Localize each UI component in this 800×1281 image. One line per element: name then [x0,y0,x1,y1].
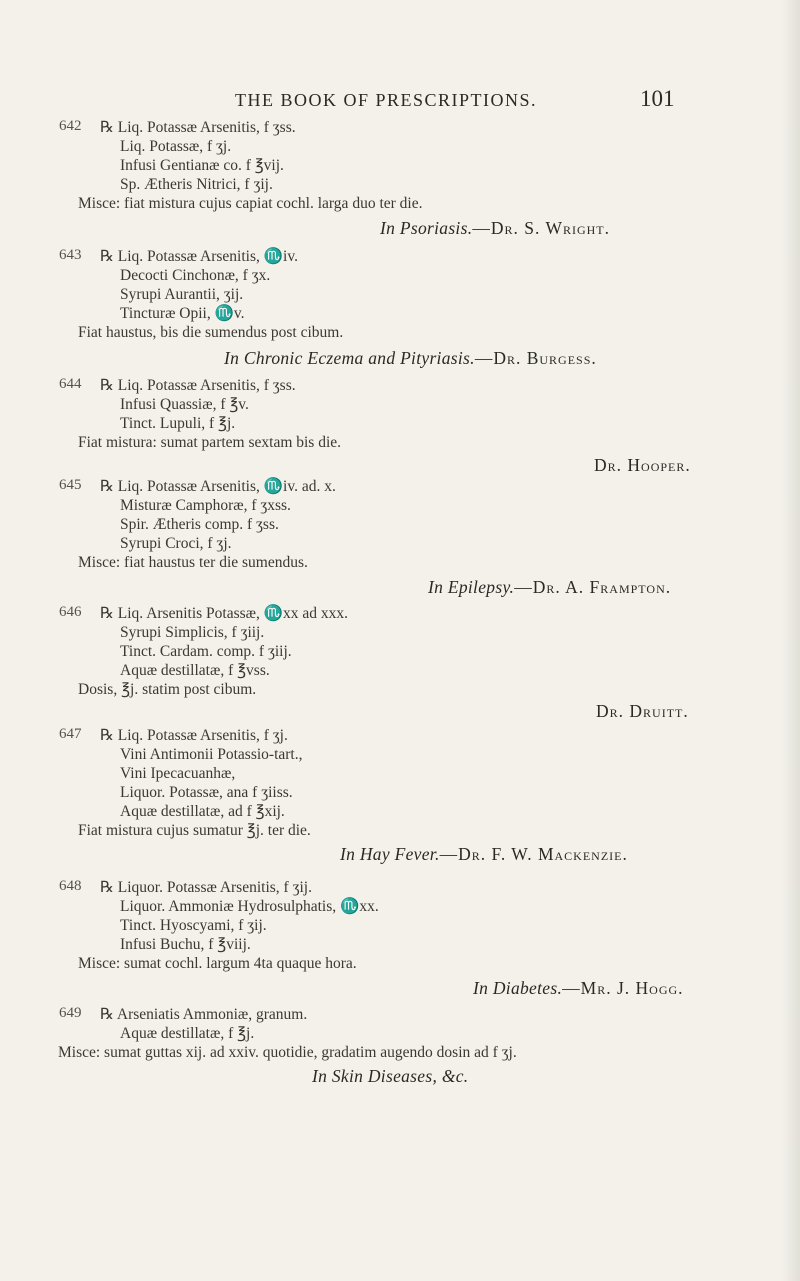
directions-line: Misce: fiat mistura cujus capiat cochl. larga duo ter die. [78,195,423,212]
attribution [312,1066,468,1087]
ingredient-line: Liquor. Potassæ, ana f ʒiiss. [120,784,293,801]
running-header [0,86,800,116]
ingredient-line: Tincturæ Opii, ♏v. [120,305,245,322]
attribution-disease: In Chronic Eczema and Pityriasis. [224,348,475,368]
prescription-number: 644 [59,376,82,392]
running-title: THE BOOK OF PRESCRIPTIONS. [235,90,538,110]
ingredient-line: ℞ Liq. Potassæ Arsenitis, f ʒj. [100,727,288,744]
attribution [428,577,671,598]
ingredient-line: Tinct. Hyoscyami, f ʒij. [120,917,267,934]
ingredient-line: Sp. Ætheris Nitrici, f ʒij. [120,176,273,193]
attribution-author: —Dr. Burgess. [474,348,597,368]
attribution-author: —Dr. A. Frampton. [514,577,672,597]
attribution-author: Dr. Druitt. [596,701,689,721]
attribution-author: —Dr. S. Wright. [472,218,611,238]
prescription-number: 647 [59,726,82,742]
attribution-author: —Mr. J. Hogg. [562,978,684,998]
directions-line: Dosis, ℥j. statim post cibum. [78,681,257,698]
ingredient-line: Misturæ Camphoræ, f ʒxss. [120,497,291,514]
ingredient-line: Syrupi Croci, f ʒj. [120,535,232,552]
ingredient-line: ℞ Liq. Potassæ Arsenitis, ♏iv. [100,248,298,265]
attribution-disease: In Psoriasis. [380,218,473,238]
ingredient-line: ℞ Arseniatis Ammoniæ, granum. [100,1006,308,1023]
ingredient-line: Infusi Buchu, f ℥viij. [120,936,251,953]
attribution-disease: In Hay Fever. [340,844,440,864]
attribution [340,844,628,865]
directions-line: Misce: sumat cochl. largum 4ta quaque hora. [78,955,357,972]
ingredient-line: Liq. Potassæ, f ʒj. [120,138,232,155]
ingredient-line: Aquæ destillatæ, f ℥vss. [120,662,270,679]
ingredient-line: Infusi Gentianæ co. f ℥vij. [120,157,284,174]
page-edge-shadow [782,0,800,1281]
ingredient-line: Aquæ destillatæ, f ℥j. [120,1025,255,1042]
ingredient-line: Liquor. Ammoniæ Hydrosulphatis, ♏xx. [120,898,379,915]
directions-line: Misce: fiat haustus ter die sumendus. [78,554,308,571]
ingredient-line: Vini Ipecacuanhæ, [120,765,236,782]
ingredient-line: ℞ Liq. Arsenitis Potassæ, ♏xx ad xxx. [100,605,349,622]
ingredient-line: ℞ Liq. Potassæ Arsenitis, ♏iv. ad. x. [100,478,336,495]
prescription-number: 645 [59,477,82,493]
attribution [594,455,691,476]
attribution-disease: In Skin Diseases, &c. [312,1066,469,1086]
attribution [473,978,684,999]
page-number: 101 [640,86,675,111]
prescription-number: 649 [59,1005,82,1021]
ingredient-line: Infusi Quassiæ, f ℥v. [120,396,249,413]
attribution-disease: In Diabetes. [473,978,563,998]
ingredient-line: Spir. Ætheris comp. f ʒss. [120,516,279,533]
directions-line: Misce: sumat guttas xij. ad xxiv. quotidie, gradatim augendo dosin ad f ʒj. [58,1044,517,1061]
attribution [380,218,610,239]
ingredient-line: Decocti Cinchonæ, f ʒx. [120,267,271,284]
directions-line: Fiat mistura cujus sumatur ℥j. ter die. [78,822,311,839]
prescription-number: 648 [59,878,82,894]
directions-line: Fiat haustus, bis die sumendus post cibum. [78,324,344,341]
prescription-number: 646 [59,604,82,620]
attribution [596,701,689,722]
prescription-number: 642 [59,118,82,134]
ingredient-line: Tinct. Lupuli, f ℥j. [120,415,236,432]
prescription-number: 643 [59,247,82,263]
ingredient-line: Aquæ destillatæ, ad f ℥xij. [120,803,285,820]
ingredient-line: ℞ Liq. Potassæ Arsenitis, f ʒss. [100,119,296,136]
ingredient-line: ℞ Liquor. Potassæ Arsenitis, f ʒij. [100,879,312,896]
ingredient-line: Tinct. Cardam. comp. f ʒiij. [120,643,292,660]
attribution-author: Dr. Hooper. [594,455,691,475]
ingredient-line: Syrupi Aurantii, ʒij. [120,286,244,303]
attribution-author: —Dr. F. W. Mackenzie. [439,844,628,864]
ingredient-line: Vini Antimonii Potassio-tart., [120,746,303,763]
ingredient-line: ℞ Liq. Potassæ Arsenitis, f ʒss. [100,377,296,394]
attribution [224,348,597,369]
ingredient-line: Syrupi Simplicis, f ʒiij. [120,624,265,641]
attribution-disease: In Epilepsy. [428,577,515,597]
directions-line: Fiat mistura: sumat partem sextam bis die. [78,434,342,451]
